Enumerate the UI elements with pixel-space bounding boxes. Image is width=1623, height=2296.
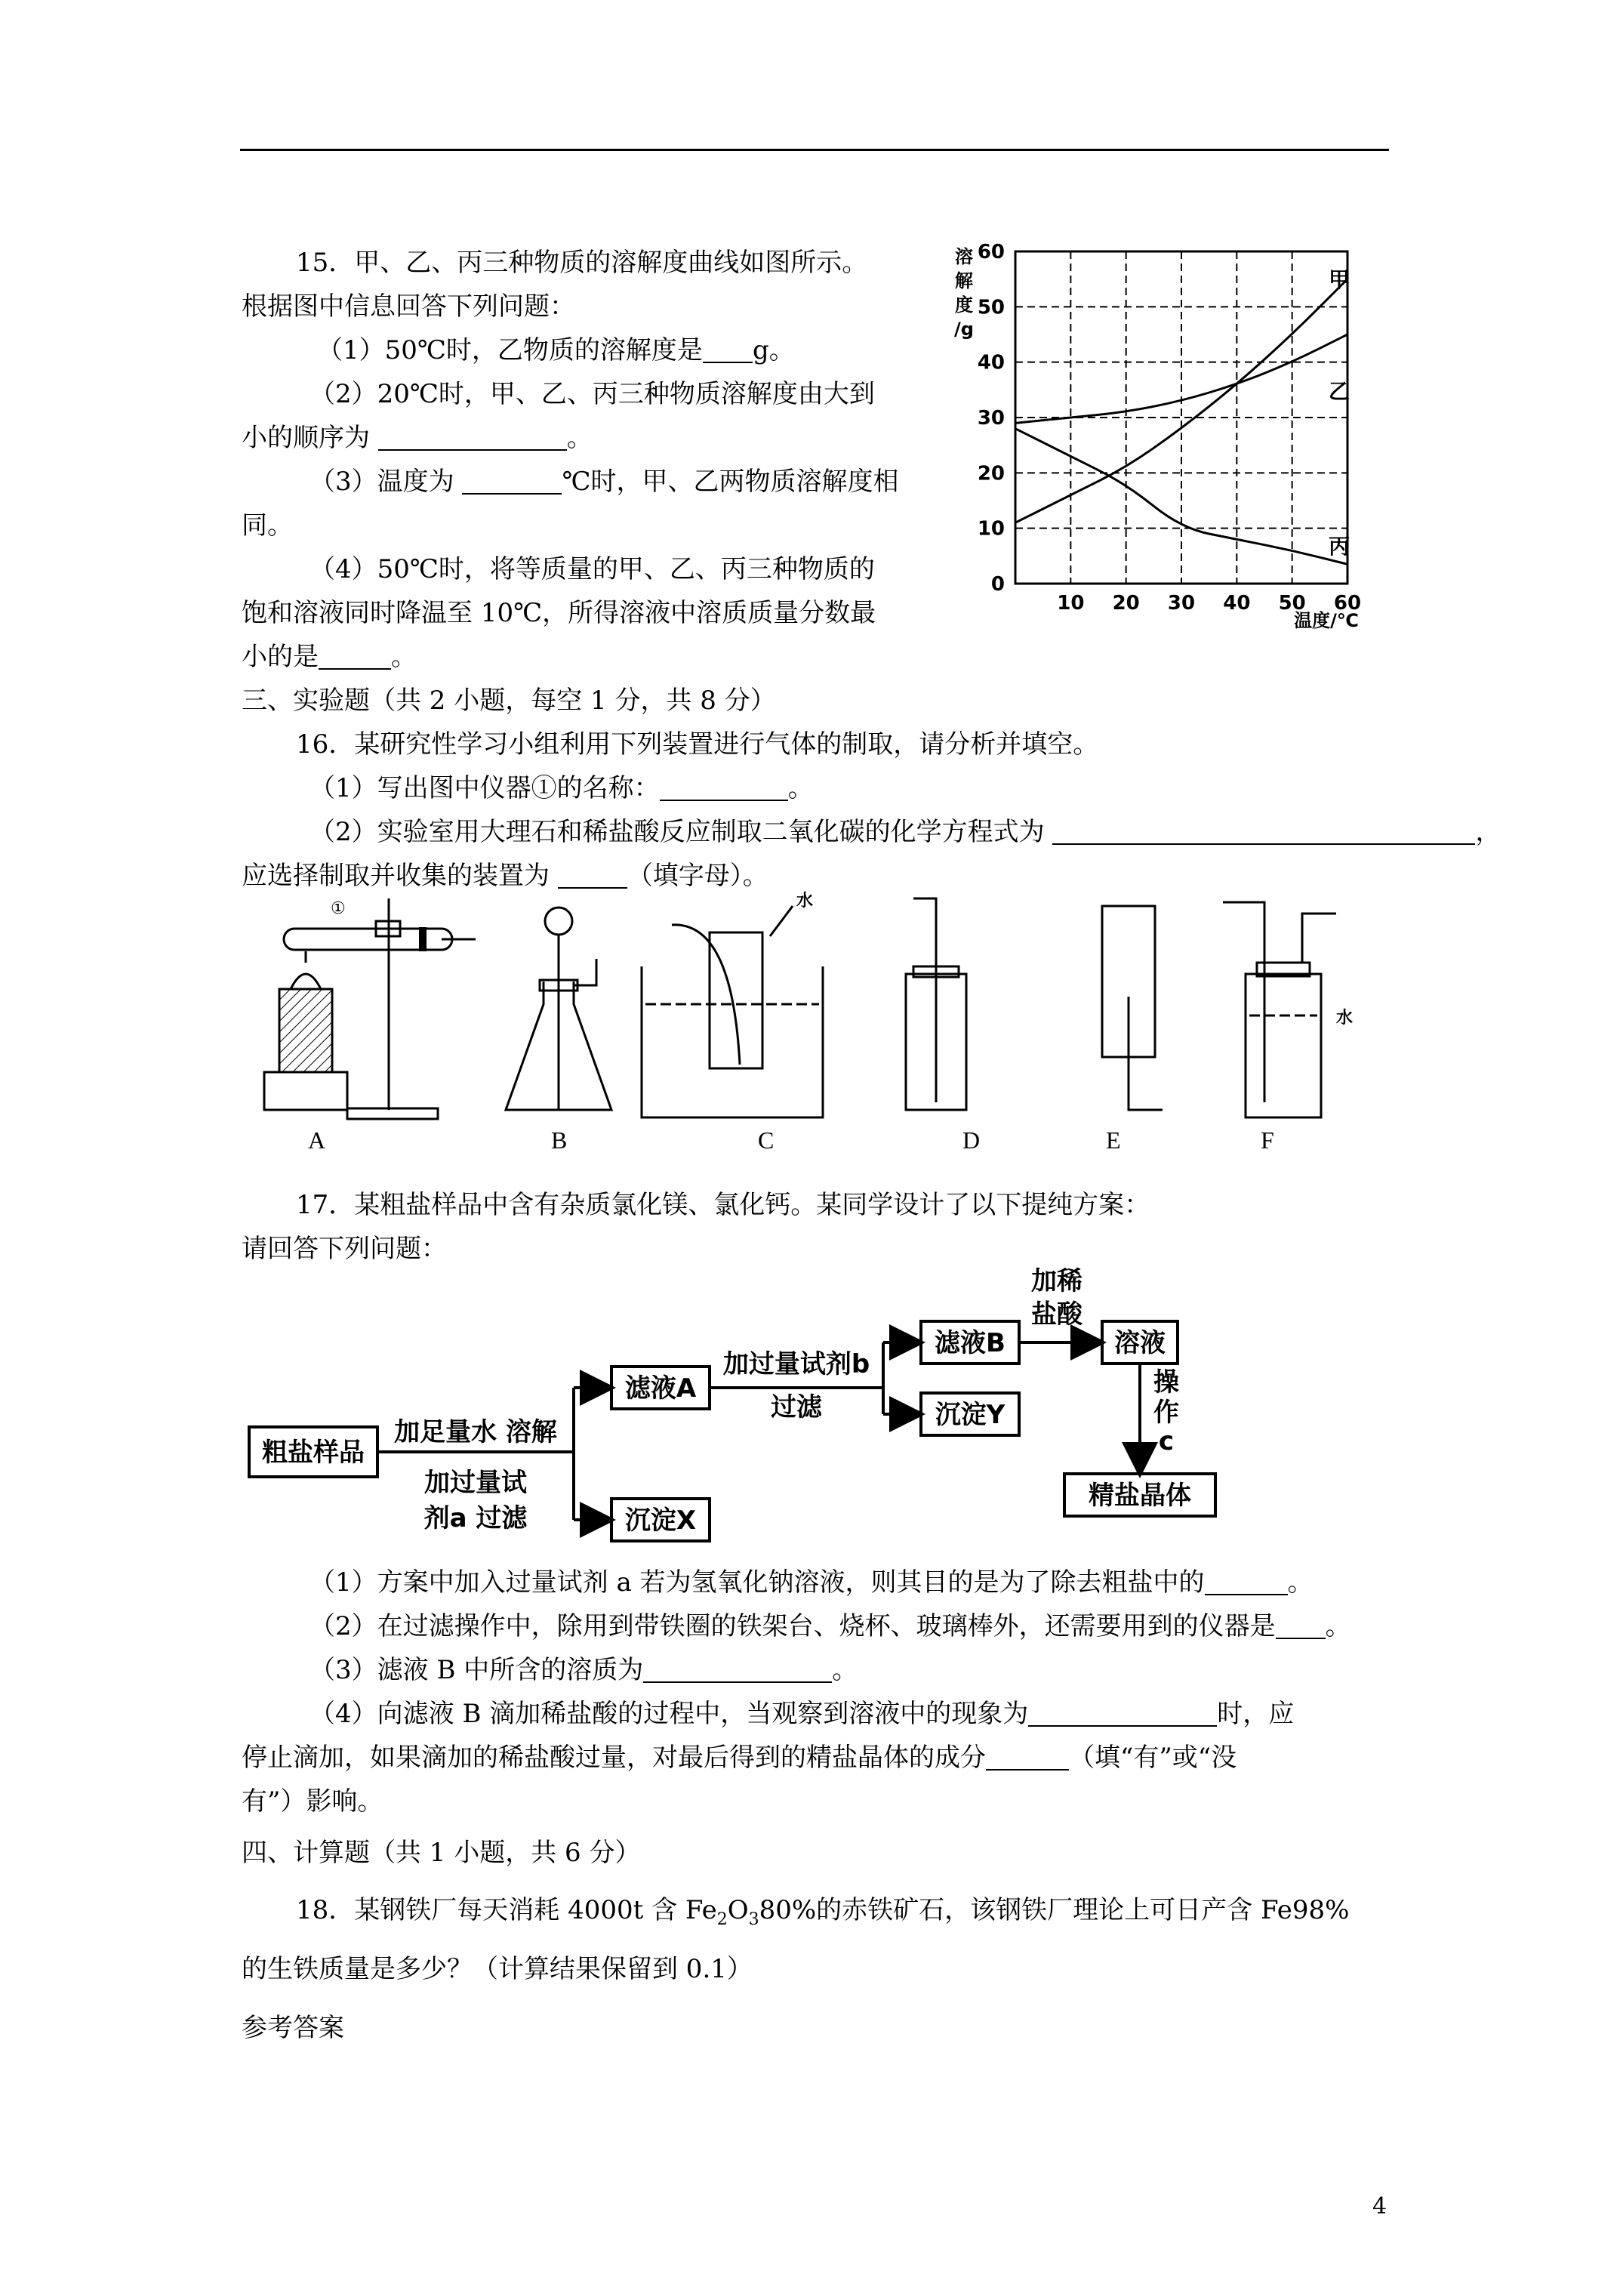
q17-part3-text: （3）滤液 B 中所含的溶质为 [310,1655,644,1685]
purification-flowchart [242,1261,1238,1555]
q15-blank3[interactable] [462,464,562,495]
water-label-f: 水 [1336,1009,1354,1028]
flow-step3-l1: 加稀 [1031,1266,1083,1296]
q16-part1-mid: 图中仪器①的名称： [428,773,660,803]
q15-line2: 根据图中信息回答下列问题： [242,291,575,322]
q17-blank1[interactable] [1205,1565,1288,1595]
q18-text-mid: O [727,1895,749,1925]
q17-part4-rest: 时，应 [1217,1699,1295,1729]
q15-part3-text: （3）温度为 [310,467,463,497]
q18-line2: 的生铁质量是多少？（计算结果保留到 0.1） [242,1954,753,1984]
x-tick-label: 50 [1278,592,1306,615]
series-label-3: 丙 [1329,534,1350,559]
chart-ticks [978,241,1361,615]
q16-part2-l2-end: （填字母）。 [627,861,768,891]
q17-part1 [310,1560,1313,1605]
apparatus-label-b: B [551,1126,568,1154]
q17-part3 [310,1647,858,1693]
x-tick-label: 40 [1223,592,1251,615]
q16-part1 [310,766,814,811]
y-label-char: /g [954,319,974,340]
x-tick-label: 60 [1333,592,1362,615]
x-tick-label: 20 [1112,592,1140,615]
flow-step3-l2: 盐酸 [1031,1299,1083,1330]
apparatus-diagram [249,891,1397,1140]
q15-part2-text: 小的顺序为 [242,423,378,453]
flow-step1-bot-l2: 剂a 过滤 [423,1503,528,1533]
flow-filtrate-b: 滤液B [935,1328,1006,1358]
q15-part2-l1: （2）20℃时，甲、乙、丙三种物质溶解度由大到 [310,379,875,409]
q17-part3-end: 。 [832,1655,858,1685]
y-tick-label: 20 [977,462,1005,485]
y-tick-label: 60 [977,241,1005,264]
marker-1: ① [331,899,346,918]
q17-part4-text: （4）向滤液 B 滴加稀盐酸的过程中，当观察到溶液中的现象为 [310,1699,1029,1729]
q17-part2-end: 。 [1325,1611,1351,1641]
section3-heading: 三、实验题（共 2 小题，每空 1 分，共 8 分） [242,686,776,716]
flow-sample: 粗盐样品 [262,1438,365,1468]
apparatus-c [642,906,823,1117]
flow-step2-bot: 过滤 [771,1392,822,1422]
y-tick-label: 10 [977,517,1005,541]
apparatus-f [1223,902,1336,1117]
y-label-char: 解 [955,270,973,291]
flow-step4-l2: 作 [1153,1398,1179,1428]
series-label-2: 乙 [1329,379,1350,404]
x-tick-label: 10 [1057,592,1085,615]
flow-step4-l1: 操 [1153,1367,1179,1398]
q15-blank2[interactable] [378,421,567,451]
flow-precip-x: 沉淀X [624,1505,697,1536]
apparatus-label-d: D [962,1126,981,1154]
flow-precip-y: 沉淀Y [935,1400,1006,1430]
q15-part2-l2 [242,415,593,461]
apparatus-a [264,898,476,1119]
q15-part1-unit: g。 [752,335,795,365]
apparatus-d [906,898,966,1110]
q18-line1 [296,1888,1349,1943]
q16-part2-l2-text: 应选择制取并收集的装置为 [242,861,558,891]
y-label-char: 度 [955,294,973,316]
y-tick-label: 0 [990,573,1005,596]
q16-part2-l1 [310,809,1501,855]
apparatus-label-f: F [1261,1126,1274,1154]
q17-blank2[interactable] [1276,1609,1326,1639]
q16-blank2[interactable] [1052,815,1475,845]
q17-part4-l1 [310,1691,1294,1737]
apparatus-label-a: A [308,1126,326,1154]
q17-line1: 17．某粗盐样品中含有杂质氯化镁、氯化钙。某同学设计了以下提纯方案： [296,1190,1150,1220]
q17-blank4[interactable] [1028,1697,1217,1727]
q17-part4-l2-text: 停止滴加，如果滴加的稀盐酸过量，对最后得到的精盐晶体的成分 [242,1743,986,1773]
apparatus-b [506,908,611,1110]
page-number: 4 [1372,2193,1387,2220]
apparatus-label-e: E [1106,1126,1121,1154]
q15-part1 [317,328,795,373]
q16-blank1[interactable] [660,771,788,801]
q15-part4-l1: （4）50℃时，将等质量的甲、乙、丙三种物质的 [310,554,875,584]
y-tick-label: 50 [977,296,1005,319]
q16-line1: 16．某研究性学习小组利用下列装置进行气体的制取，请分析并填空。 [296,729,1099,760]
q17-part1-text: （1）方案中加入过量试剂 a 若为氢氧化钠溶液，则其目的是为了除去粗盐中的 [310,1567,1205,1598]
q15-part4-l3 [242,634,417,680]
y-axis-label [954,246,974,340]
q18-text-pre: 18．某钢铁厂每天消耗 4000t 含 Fe [296,1895,717,1925]
q16-blank3[interactable] [558,858,627,889]
q16-part2-comma: ， [1475,817,1501,847]
flow-step2-top: 加过量试剂b [722,1349,870,1379]
q17-line2: 请回答下列问题： [242,1234,447,1264]
q15-part1-text: （1）50℃时，乙物质的溶解度是 [317,335,703,365]
answers-heading: 参考答案 [242,2013,344,2043]
q17-part2 [310,1604,1351,1649]
x-axis-label: 温度/℃ [1294,610,1359,631]
q15-blank4[interactable] [319,639,391,670]
apparatus-label-c: C [758,1126,775,1154]
header-rule [240,149,1389,151]
flow-filtrate-a: 滤液A [624,1373,697,1404]
solubility-chart [947,240,1370,640]
q15-part4-text: 小的是 [242,642,319,672]
q17-blank3[interactable] [643,1653,832,1683]
flow-step4-l3: c [1158,1426,1175,1456]
water-label-c: 水 [796,892,814,911]
q17-part1-end: 。 [1287,1567,1313,1598]
flow-step1-top: 加足量水 溶解 [394,1417,557,1447]
q15-part3-l1 [310,459,899,504]
q17-part4-l3: 有”）影响。 [242,1786,383,1817]
q15-line1: 15．甲、乙、丙三种物质的溶解度曲线如图所示。 [296,248,868,278]
q18-sub1: 2 [716,1910,728,1929]
q15-part4-l2: 饱和溶液同时降温至 10℃，所得溶液中溶质质量分数最 [242,598,876,628]
q17-part4-l2 [242,1735,1236,1780]
q15-blank1[interactable] [703,333,753,363]
q17-blank5[interactable] [986,1740,1069,1771]
q16-part1-end: 。 [787,773,814,803]
flow-solution: 溶液 [1114,1328,1166,1358]
y-label-char: 溶 [955,246,973,267]
series-label-1: 甲 [1329,267,1350,292]
q15-part3-rest: ℃时，甲、乙两物质溶解度相 [562,467,899,497]
flow-crystal: 精盐晶体 [1089,1481,1191,1511]
y-tick-label: 40 [977,351,1005,374]
x-tick-label: 30 [1167,592,1196,615]
section4-heading: 四、计算题（共 1 小题，共 6 分） [242,1838,641,1868]
q15-part2-end: 。 [566,423,593,453]
flow-step1-bot-l1: 加过量试 [424,1468,527,1498]
q15-part3-l2: 同。 [242,510,293,541]
q18-sub2: 3 [748,1910,759,1929]
q16-part2-text: （2）实验室用大理石和稀盐酸反应制取二氧化碳的化学方程式为 [310,817,1053,847]
q18-text-post: 80%的赤铁矿石，该钢铁厂理论上可日产含 Fe98% [759,1895,1350,1925]
q15-part4-end: 。 [391,642,417,672]
q16-part1-pre: （1）写出 [310,773,429,803]
y-tick-label: 30 [977,407,1005,430]
q17-part2-text: （2）在过滤操作中，除用到带铁圈的铁架台、烧杯、玻璃棒外，还需要用到的仪器是 [310,1611,1276,1641]
q17-part4-l2-rest: （填“有”或“没 [1069,1743,1237,1773]
apparatus-e [1102,906,1163,1110]
